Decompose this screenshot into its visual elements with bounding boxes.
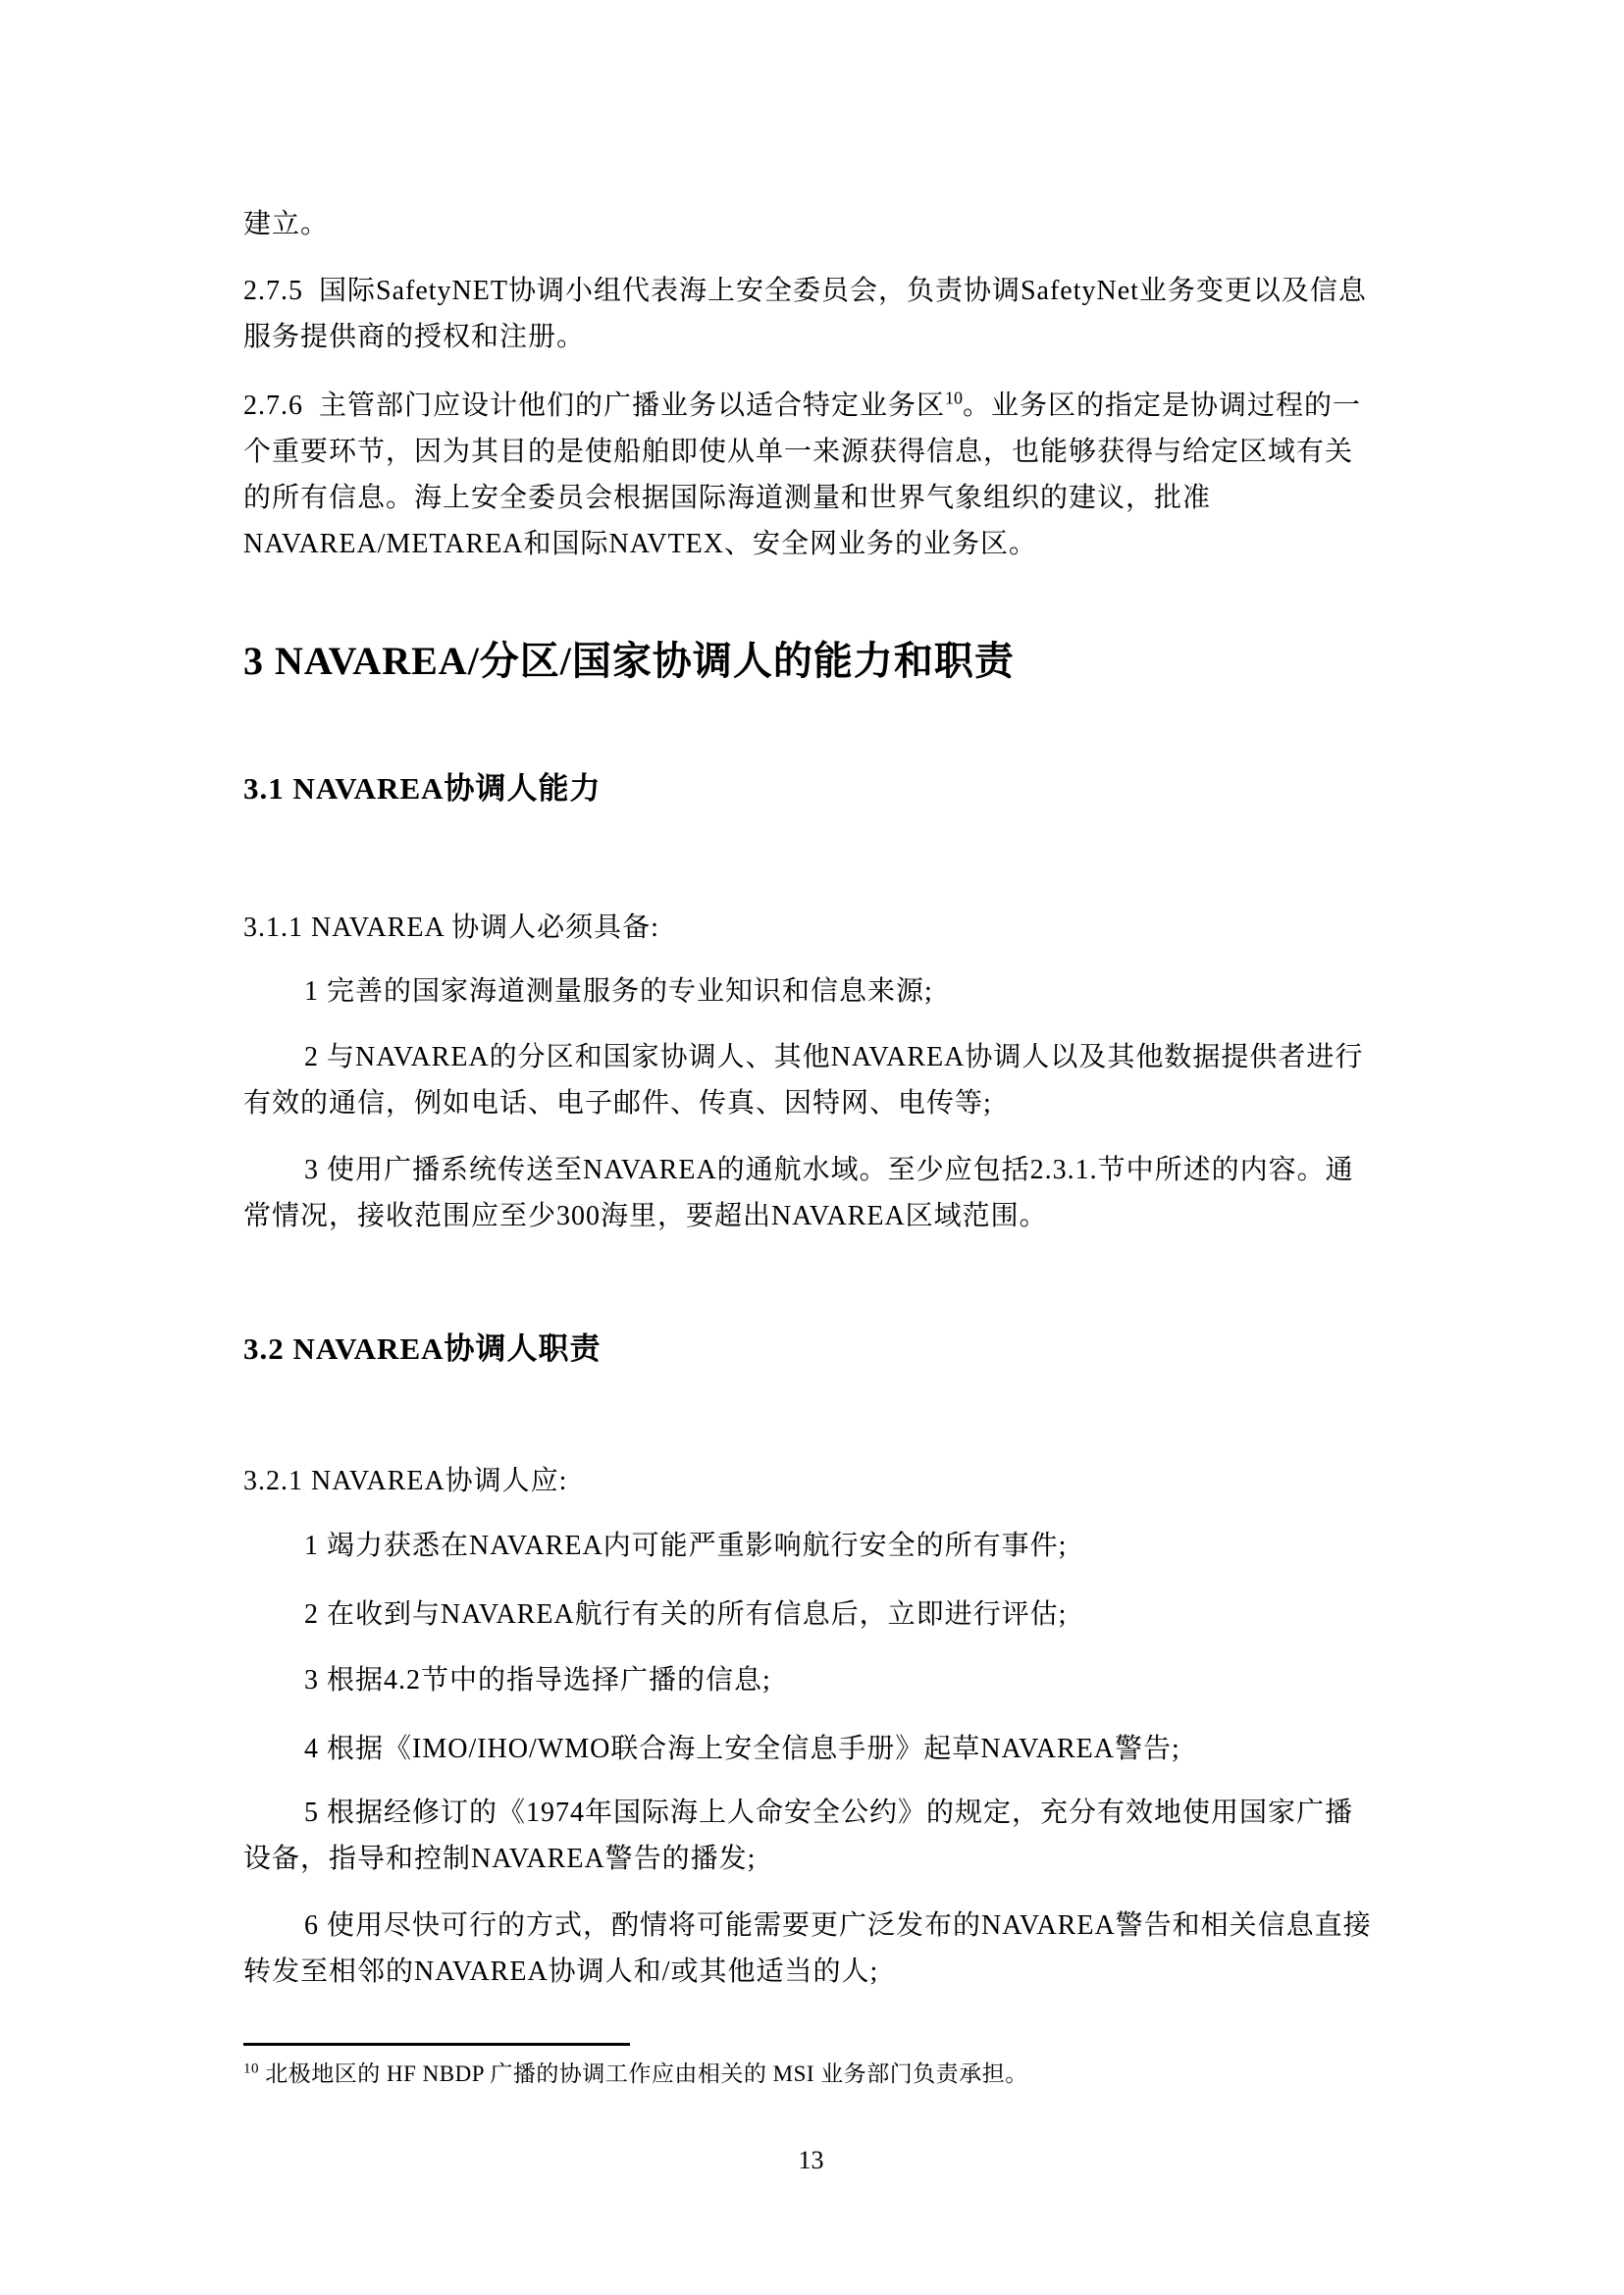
paragraph-2-7-6-text-after: 。业务区的指定是协调过程的一个重要环节，因为其目的是使船舶即使从单一来源获得信息，也能够获得与给定区域有关的所有信息。海上安全委员会根据国际海道测量和世界气象组织的建议，批准NAVAREA/METAREA和国际NAVTEX、安全网业务的业务区。 <box>243 391 1362 559</box>
list-item-3-1-1-3: 3 使用广播系统传送至NAVAREA的通航水域。至少应包括2.3.1.节中所述的内容。通常情况，接收范围应至少300海里，要超出NAVAREA区域范围。 <box>243 1155 1354 1231</box>
footnote-10-text: 北极地区的 HF NBDP 广播的协调工作应由相关的 MSI 业务部门负责承担。 <box>259 2061 1028 2086</box>
paragraph-2-7-6 <box>243 383 1379 567</box>
subsection-heading-3-2: 3.2 NAVAREA协调人职责 <box>243 1331 602 1366</box>
paragraph-2-7-6-text-before: 2.7.6 主管部门应设计他们的广播业务以适合特定业务区 <box>243 391 946 421</box>
list-item-3-2-1-4: 4 根据《IMO/IHO/WMO联合海上安全信息手册》起草NAVAREA警告; <box>304 1734 1180 1764</box>
section-heading-3: 3 NAVAREA/分区/国家协调人的能力和职责 <box>243 639 1015 683</box>
footnote-10-marker: 10 <box>243 2060 259 2077</box>
paragraph-2-7-5: 2.7.5 国际SafetyNET协调小组代表海上安全委员会，负责协调SafetyNet业务变更以及信息服务提供商的授权和注册。 <box>243 276 1367 352</box>
paragraph-3-1-1: 3.1.1 NAVAREA 协调人必须具备: <box>243 913 659 943</box>
footnote-reference-10: 10 <box>945 388 964 408</box>
list-item-3-2-1-3: 3 根据4.2节中的指导选择广播的信息; <box>304 1665 771 1695</box>
list-item-3-2-1-1: 1 竭力获悉在NAVAREA内可能严重影响航行安全的所有事件; <box>304 1531 1068 1561</box>
paragraph-fragment-jianli: 建立。 <box>243 209 330 239</box>
footnote-separator-rule <box>243 2043 630 2046</box>
list-item-3-2-1-5: 5 根据经修订的《1974年国际海上人命安全公约》的规定，充分有效地使用国家广播设备，指导和控制NAVAREA警告的播发; <box>243 1798 1354 1874</box>
page-number: 13 <box>798 2146 824 2174</box>
list-item-3-1-1-2: 2 与NAVAREA的分区和国家协调人、其他NAVAREA协调人以及其他数据提供者进行有效的通信，例如电话、电子邮件、传真、因特网、电传等; <box>243 1042 1364 1119</box>
list-item-3-2-1-6: 6 使用尽快可行的方式，酌情将可能需要更广泛发布的NAVAREA警告和相关信息直接转发至相邻的NAVAREA协调人和/或其他适当的人; <box>243 1910 1372 1987</box>
list-item-3-2-1-2: 2 在收到与NAVAREA航行有关的所有信息后，立即进行评估; <box>304 1599 1068 1630</box>
list-item-3-1-1-1: 1 完善的国家海道测量服务的专业知识和信息来源; <box>304 976 933 1007</box>
subsection-heading-3-1: 3.1 NAVAREA协调人能力 <box>243 771 602 806</box>
footnote-10 <box>243 2058 1379 2091</box>
paragraph-3-2-1: 3.2.1 NAVAREA协调人应: <box>243 1466 568 1496</box>
